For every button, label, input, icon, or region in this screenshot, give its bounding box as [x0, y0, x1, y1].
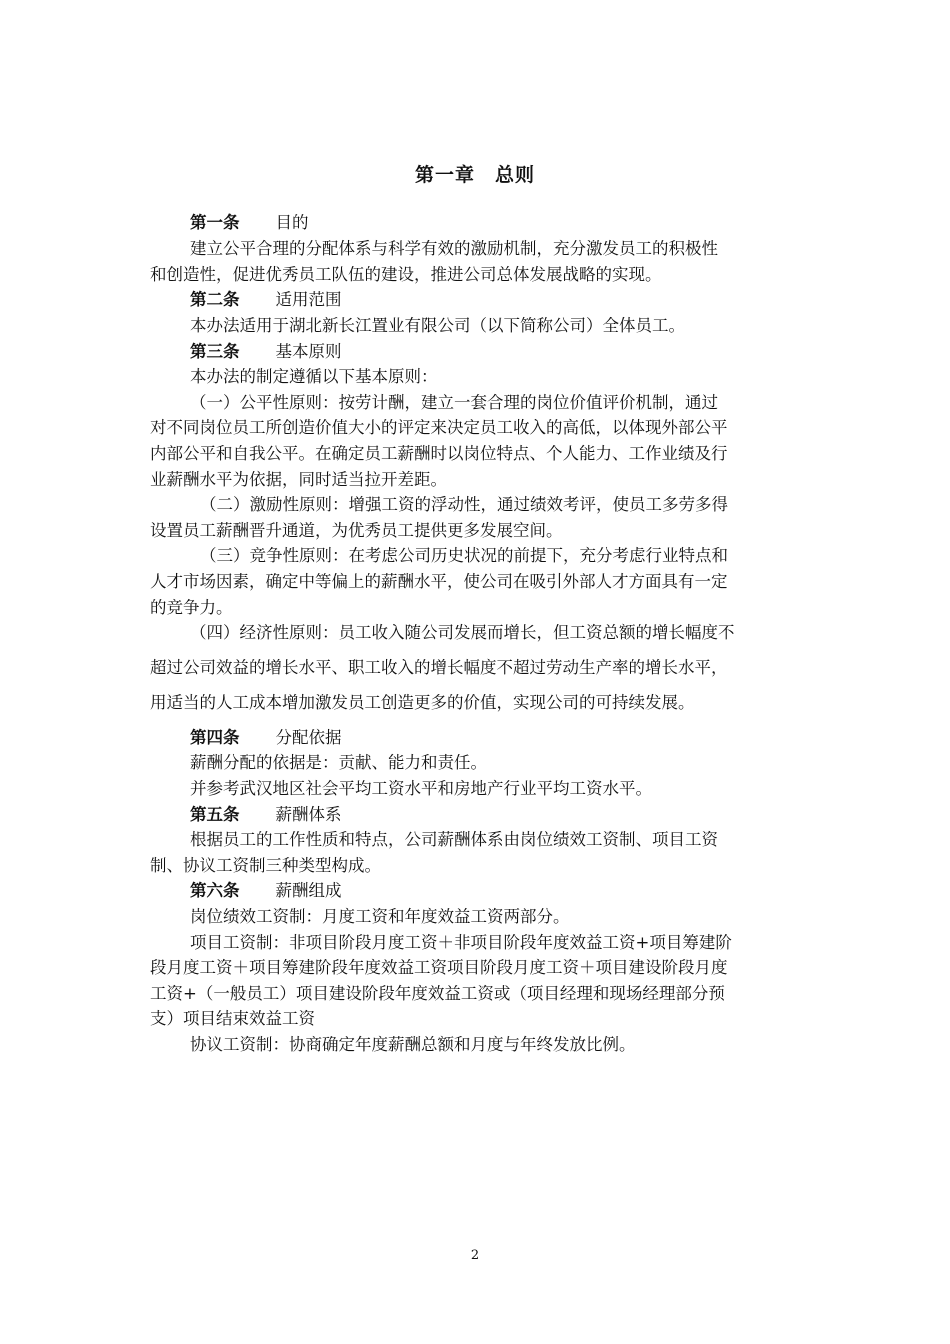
- article-heading-1: [190, 212, 309, 234]
- body-line: （一）公平性原则：按劳计酬，建立一套合理的岗位价值评价机制，通过: [190, 393, 718, 412]
- body-line: 本办法适用于湖北新长江置业有限公司（以下简称公司）全体员工。: [190, 316, 685, 335]
- article-number: 第五条: [190, 805, 240, 824]
- page-number: 2: [470, 1248, 480, 1263]
- body-line: 的竞争力。: [150, 598, 233, 617]
- article-number: 第一条: [190, 213, 240, 232]
- article-number: 第六条: [190, 881, 240, 900]
- article-number: 第三条: [190, 342, 240, 361]
- article-number: 第四条: [190, 728, 240, 747]
- article-number: 第二条: [190, 290, 240, 309]
- body-line: （三）竞争性原则：在考虑公司历史状况的前提下，充分考虑行业特点和: [200, 546, 728, 565]
- body-line: 内部公平和自我公平。在确定员工薪酬时以岗位特点、个人能力、工作业绩及行: [150, 444, 728, 463]
- body-line: 业薪酬水平为依据，同时适当拉开差距。: [150, 470, 447, 489]
- article-title: 基本原则: [275, 342, 342, 361]
- article-title: 薪酬体系: [275, 805, 342, 824]
- body-line: 协议工资制：协商确定年度薪酬总额和月度与年终发放比例。: [190, 1035, 636, 1054]
- chapter-title: 第一章 总则: [414, 164, 535, 186]
- body-line: 超过公司效益的增长水平、职工收入的增长幅度不超过劳动生产率的增长水平，: [150, 658, 728, 677]
- body-line: 制、协议工资制三种类型构成。: [150, 856, 381, 875]
- body-line: 工资+（一般员工）项目建设阶段年度效益工资或（项目经理和现场经理部分预: [150, 984, 725, 1003]
- body-line: （四）经济性原则：员工收入随公司发展而增长，但工资总额的增长幅度不: [190, 623, 735, 642]
- body-line: 薪酬分配的依据是：贡献、能力和责任。: [190, 753, 487, 772]
- body-line: 用适当的人工成本增加激发员工创造更多的价值，实现公司的可持续发展。: [150, 693, 695, 712]
- article-heading-3: [190, 341, 342, 363]
- body-line: 和创造性，促进优秀员工队伍的建设，推进公司总体发展战略的实现。: [150, 265, 662, 284]
- body-line: （二）激励性原则：增强工资的浮动性，通过绩效考评，使员工多劳多得: [200, 495, 728, 514]
- article-title: 目的: [275, 213, 309, 232]
- article-title: 薪酬组成: [275, 881, 342, 900]
- article-heading-5: [190, 804, 342, 826]
- body-line: 段月度工资＋项目筹建阶段年度效益工资项目阶段月度工资＋项目建设阶段月度: [150, 958, 728, 977]
- body-line: 根据员工的工作性质和特点，公司薪酬体系由岗位绩效工资制、项目工资: [190, 830, 718, 849]
- article-heading-2: [190, 289, 342, 311]
- body-line: 支）项目结束效益工资: [150, 1009, 315, 1028]
- body-line: 本办法的制定遵循以下基本原则：: [190, 367, 438, 386]
- body-line: 设置员工薪酬晋升通道，为优秀员工提供更多发展空间。: [150, 521, 563, 540]
- body-line: 人才市场因素，确定中等偏上的薪酬水平，使公司在吸引外部人才方面具有一定: [150, 572, 728, 591]
- body-line: 岗位绩效工资制：月度工资和年度效益工资两部分。: [190, 907, 570, 926]
- article-title: 适用范围: [275, 290, 342, 309]
- body-line: 并参考武汉地区社会平均工资水平和房地产行业平均工资水平。: [190, 779, 652, 798]
- body-line: 对不同岗位员工所创造价值大小的评定来决定员工收入的高低，以体现外部公平: [150, 418, 728, 437]
- body-line: 项目工资制：非项目阶段月度工资＋非项目阶段年度效益工资+项目筹建阶: [190, 933, 732, 952]
- body-line: 建立公平合理的分配体系与科学有效的激励机制，充分激发员工的积极性: [190, 239, 718, 258]
- article-heading-4: [190, 727, 342, 749]
- article-heading-6: [190, 880, 342, 902]
- article-title: 分配依据: [275, 728, 342, 747]
